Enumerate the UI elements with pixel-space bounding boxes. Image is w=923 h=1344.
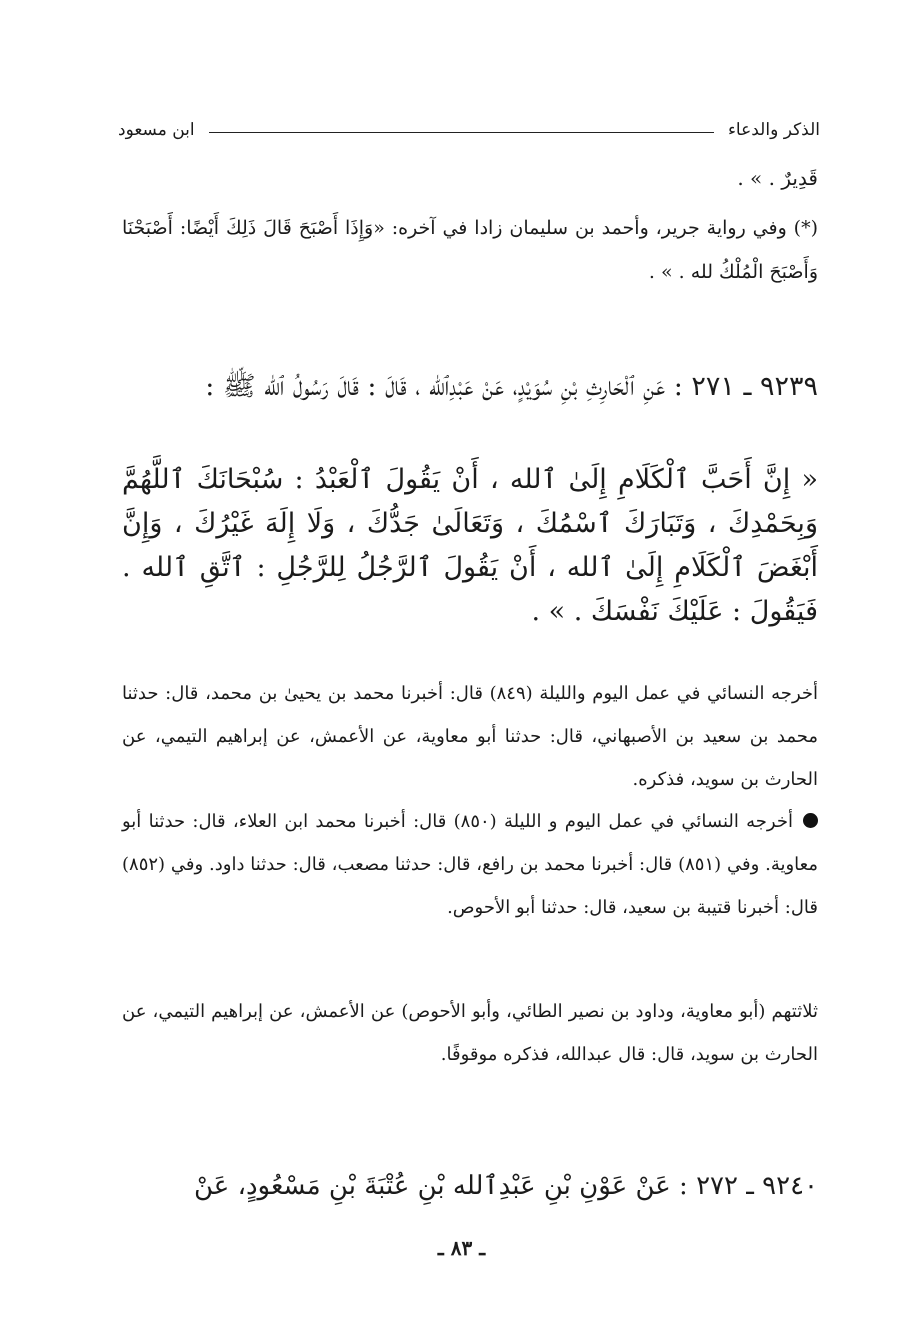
takhrij-paragraph-2-container [122,800,818,929]
takhrij-paragraph-2: أخرجه النسائي في عمل اليوم و الليلة (٨٥٠) قال: أخبرنا محمد ابن العلاء، قال: حدثنا أبو معاوية. وفي (٨٥١) قال: أخبرنا محمد بن رافع، قال: حدثنا مصعب، قال: حدثنا داود. وفي (٨٥٢) قال: أخبرنا قتيبة بن سعيد، قال: حدثنا أبو الأحوص. [122,811,818,918]
header-book-title: الذكر والدعاء [727,120,820,140]
previous-hadith-ending: قَدِيرٌ . » . [737,166,818,190]
takhrij-paragraph-3: ثلاثتهم (أبو معاوية، وداود بن نصير الطائي، وأبو الأحوص) عن الأعمش، عن إبراهيم التيمي، عن الحارث بن سويد، قال: قال عبدالله، فذكره موقوفًا. [122,1001,818,1065]
variant-note: (*) وفي رواية جرير، وأحمد بن سليمان زادا في آخره: «وَإِذَا أَصْبَحَ قَالَ ذَلِكَ أَيْضًا: أَصْبَحْنَا وَأَصْبَحَ الْمُلْكُ لله . » . [122,217,818,283]
header-rule [209,132,714,133]
running-header [118,110,820,150]
header-section-title: ابن مسعود [118,120,195,140]
hadith-9239-heading: ٩٢٣٩ ـ ٢٧١ : عَنِ ٱلْحَارِثِ بْنِ سُوَيْدٍ، عَنْ عَبْدِٱلله ، قَالَ : قَالَ رَسُولُ ٱلله ﷺ : [205,371,818,402]
hadith-9239-text: « إِنَّ أَحَبَّ ٱلْكَلَامِ إِلَىٰ ٱلله ، أَنْ يَقُولَ ٱلْعَبْدُ : سُبْحَانَكَ ٱللَّهُمَّ وَبِحَمْدِكَ ، وَتَبَارَكَ ٱسْمُكَ ، وَتَعَالَىٰ جَدُّكَ ، وَلَا إِلَهَ غَيْرُكَ ، وَإِنَّ أَبْغَضَ ٱلْكَلَامِ إِلَىٰ ٱلله ، أَنْ يَقُولَ ٱلرَّجُلُ لِلرَّجُلِ : ٱتَّقِ ٱلله . فَيَقُولَ : عَلَيْكَ نَفْسَكَ . » . [122,464,818,627]
black-circle-bullet-icon [803,813,818,828]
takhrij-paragraph-1: أخرجه النسائي في عمل اليوم والليلة (٨٤٩) قال: أخبرنا محمد بن يحيىٰ بن محمد، قال: حدثنا محمد بن سعيد بن الأصبهاني، قال: حدثنا أبو معاوية، عن الأعمش، عن إبراهيم التيمي، عن الحارث بن سويد، فذكره. [122,683,818,790]
page-number: ـ ٨٣ ـ [437,1236,486,1260]
hadith-9240-heading: ٩٢٤٠ ـ ٢٧٢ : عَنْ عَوْنِ بْنِ عَبْدِٱلله بْنِ عُتْبَةَ بْنِ مَسْعُودٍ، عَنْ [194,1171,818,1201]
